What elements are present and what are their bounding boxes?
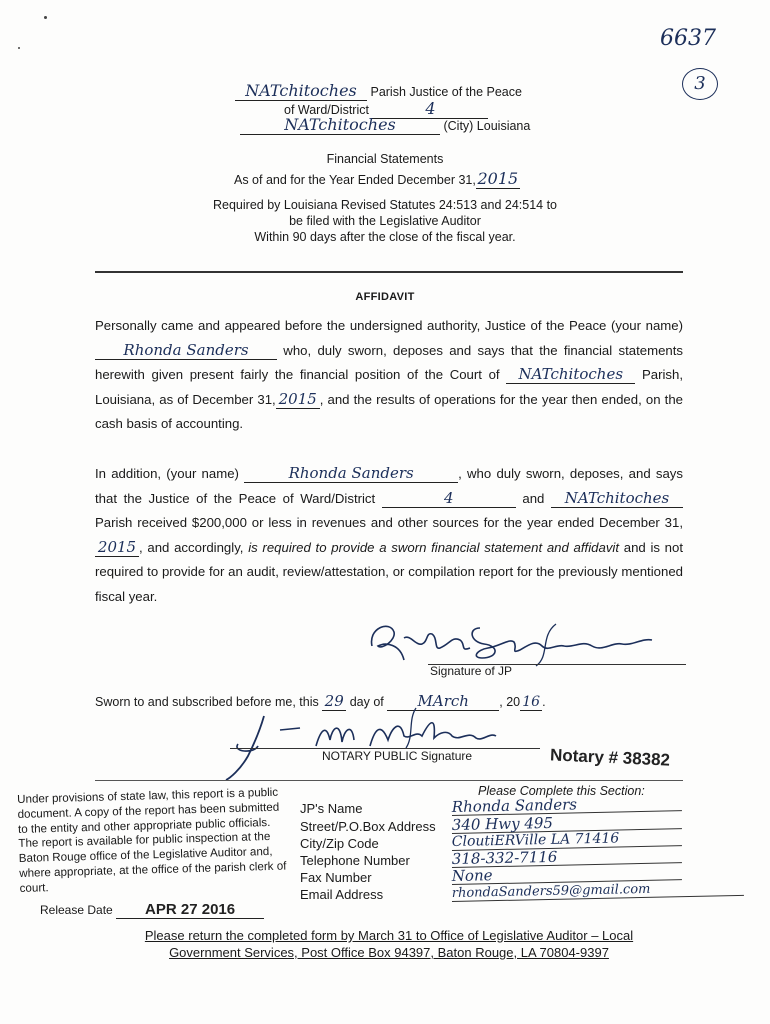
p2-year-field: 2015 xyxy=(95,538,139,557)
contact-field-value[interactable]: 340 Hwy 495 xyxy=(452,813,682,834)
title-line-2 xyxy=(234,169,520,189)
corner-number: 6637 xyxy=(660,26,716,51)
statute-line-2: be filed with the Legislative Auditor xyxy=(289,214,481,228)
affidavit-heading: AFFIDAVIT xyxy=(355,291,415,303)
contact-field-label: Email Address xyxy=(300,887,384,902)
ward-prefix: of Ward/District xyxy=(284,103,369,117)
corner-circled-digit: 3 xyxy=(694,73,706,94)
return-instructions-line-2: Government Services, Post Office Box 94397, Baton Rouge, LA 70804-9397 xyxy=(169,945,609,960)
ward-field: 4 xyxy=(372,99,488,119)
city-field: NATchitoches xyxy=(240,115,440,135)
contact-field-label: Street/P.O.Box Address xyxy=(300,819,436,834)
p2-text-d: Parish received $200,000 or less in revenues and other sources for the year ended December 31, xyxy=(95,515,683,530)
jp-signature-label: Signature of JP xyxy=(430,664,513,678)
p1-text-c: Parish, Louisiana, as of December 31, xyxy=(95,367,683,407)
form-divider xyxy=(95,780,683,781)
sworn-prefix: Sworn to and subscribed before me, this xyxy=(95,695,319,709)
parish-field: NATchitoches xyxy=(235,81,367,101)
scan-speck xyxy=(18,47,20,49)
return-instructions xyxy=(95,927,683,961)
sworn-month-field: MArch xyxy=(387,692,499,711)
title-line-1: Financial Statements xyxy=(326,152,444,166)
contact-field-value[interactable]: 318-332-7116 xyxy=(452,847,682,868)
header-parish-line xyxy=(235,81,522,101)
contact-field-value[interactable]: CloutiERVille LA 71416 xyxy=(452,830,682,851)
p2-jp-name-field: Rhonda Sanders xyxy=(244,464,458,483)
contact-field-label: JP's Name xyxy=(300,801,363,816)
contact-field-value[interactable]: rhondaSanders59@gmail.com xyxy=(452,880,744,902)
title-year-field: 2015 xyxy=(477,169,519,188)
sworn-day-field: 29 xyxy=(322,692,346,711)
p2-parish-field: NATchitoches xyxy=(551,489,683,508)
p2-ward-field: 4 xyxy=(382,489,516,508)
p2-text-c: and xyxy=(522,490,545,506)
p1-text-b: who, duly sworn, deposes and says that the financial statements herewith given present fairly the financial position of the Court of xyxy=(95,342,683,382)
corner-circled-number xyxy=(682,68,718,100)
p1-jp-name-field: Rhonda Sanders xyxy=(95,341,277,360)
title-year-prefix: As of and for the Year Ended December 31, xyxy=(234,173,476,187)
affidavit-paragraph-1 xyxy=(95,314,683,437)
p1-text-a: Personally came and appeared before the undersigned authority, Justice of the Peace (your name) xyxy=(95,318,683,333)
return-instructions-line-1: Please return the completed form by March 31 to Office of Legislative Auditor – Local xyxy=(144,928,634,943)
public-document-disclaimer: Under provisions of state law, this report is a public document. A copy of the report has been submitted to the entity and other appropriate public officials. The report is available for public inspection at the Baton Rouge office of the Legislative Auditor and, where appropriate, at the office of the parish clerk of court. xyxy=(17,785,287,895)
p2-text-b: , who duly sworn, deposes, and says that the Justice of the Peace of Ward/District xyxy=(95,466,683,506)
affidavit-paragraph-2 xyxy=(95,462,683,609)
p1-court-field: NATchitoches xyxy=(506,365,635,384)
p1-year-field: 2015 xyxy=(276,390,320,409)
notary-number-stamp: Notary # 38382 xyxy=(549,745,671,770)
contact-field-label: Telephone Number xyxy=(300,853,410,868)
p2-text-a: In addition, (your name) xyxy=(95,466,239,481)
p1-text-d: , and the results of operations for the year then ended, on the cash basis of accounting. xyxy=(95,391,683,431)
sworn-day-of: day of xyxy=(349,695,384,709)
contact-field-value[interactable]: Rhonda Sanders xyxy=(452,795,682,816)
section-divider xyxy=(95,271,683,273)
city-suffix: (City) Louisiana xyxy=(443,119,531,133)
sworn-period: . xyxy=(542,695,546,709)
statute-line-1: Required by Louisiana Revised Statutes 24:513 and 24:514 to xyxy=(213,198,557,212)
sworn-year-field: 16 xyxy=(520,694,542,711)
contact-field-label: City/Zip Code xyxy=(300,836,379,851)
notary-signature-image xyxy=(220,700,520,782)
sworn-year-prefix: , 20 xyxy=(499,695,521,709)
p2-text-f: and is not required to provide for an audit, review/attestation, or compilation report for the previously mentioned fiscal year. xyxy=(95,539,684,604)
release-date-stamp: APR 27 2016 xyxy=(116,901,264,919)
parish-suffix: Parish Justice of the Peace xyxy=(370,85,522,99)
contact-field-label: Fax Number xyxy=(300,870,372,885)
scan-speck xyxy=(44,16,47,19)
contact-field-value[interactable]: None xyxy=(452,864,682,885)
p2-italic-requirement: is required to provide a sworn financial statement and affidavit xyxy=(248,539,620,555)
jp-signature-image xyxy=(360,616,660,664)
p2-text-e: , and accordingly, xyxy=(139,539,244,555)
release-date-label: Release Date xyxy=(40,903,113,917)
notary-signature-label: NOTARY PUBLIC Signature xyxy=(322,749,473,763)
release-date-row xyxy=(40,901,264,919)
header-city-line xyxy=(240,115,530,135)
statute-line-3: Within 90 days after the close of the fiscal year. xyxy=(254,230,516,244)
contact-section-heading: Please Complete this Section: xyxy=(478,784,645,798)
